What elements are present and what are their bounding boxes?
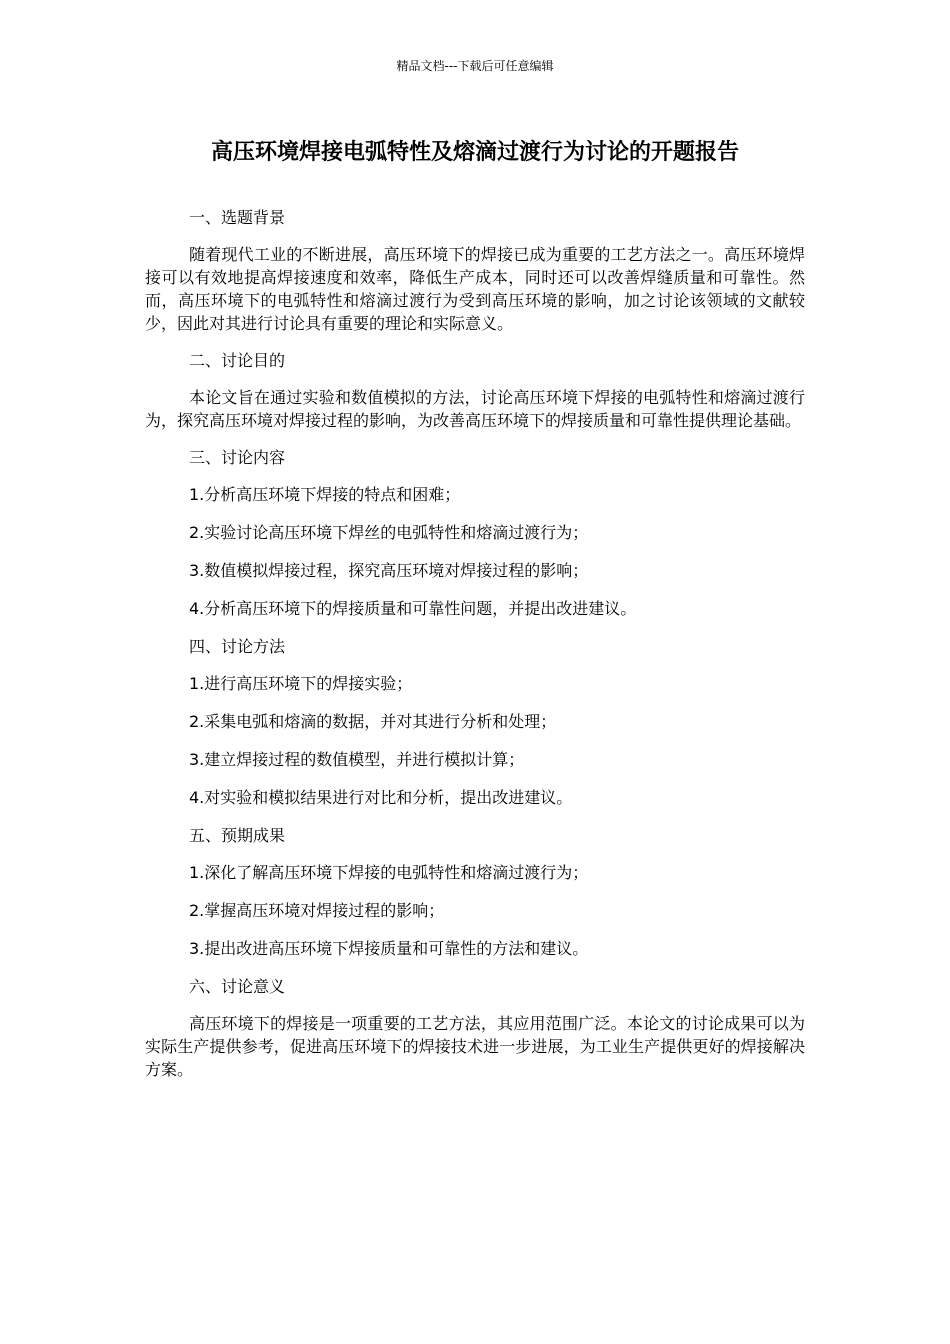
section-heading-methods: 四、讨论方法 — [189, 637, 286, 656]
list-item: 2.实验讨论高压环境下焊丝的电弧特性和熔滴过渡行为； — [189, 523, 589, 542]
section-heading-purpose: 二、讨论目的 — [189, 351, 286, 370]
list-item: 4.对实验和模拟结果进行对比和分析，提出改进建议。 — [189, 788, 573, 807]
page-header-watermark: 精品文档---下载后可任意编辑 — [396, 59, 554, 73]
list-item: 2.采集电弧和熔滴的数据，并对其进行分析和处理； — [189, 712, 557, 731]
list-item: 3.数值模拟焊接过程，探究高压环境对焊接过程的影响； — [189, 561, 589, 580]
list-item: 1.分析高压环境下焊接的特点和困难； — [189, 485, 461, 504]
document-title: 高压环境焊接电弧特性及熔滴过渡行为讨论的开题报告 — [210, 140, 739, 165]
list-item: 3.提出改进高压环境下焊接质量和可靠性的方法和建议。 — [189, 939, 589, 958]
section-heading-significance: 六、讨论意义 — [189, 977, 286, 996]
section-heading-expected-results: 五、预期成果 — [189, 826, 286, 845]
section-heading-background: 一、选题背景 — [189, 208, 286, 227]
section-paragraph-background: 随着现代工业的不断进展，高压环境下的焊接已成为重要的工艺方法之一。高压环境焊接可以有效地提高焊接速度和效率，降低生产成本，同时还可以改善焊缝质量和可靠性。然而，高压环境下的电弧特性和熔滴过渡行为受到高压环境的影响，加之讨论该领域的文献较少，因此对其进行讨论具有重要的理论和实际意义。 — [145, 245, 805, 333]
section-paragraph-significance: 高压环境下的焊接是一项重要的工艺方法，其应用范围广泛。本论文的讨论成果可以为实际生产提供参考，促进高压环境下的焊接技术进一步进展，为工业生产提供更好的焊接解决方案。 — [145, 1014, 805, 1079]
section-heading-content: 三、讨论内容 — [189, 448, 286, 467]
list-item: 2.掌握高压环境对焊接过程的影响； — [189, 901, 445, 920]
document-body — [145, 206, 805, 1095]
list-item: 1.进行高压环境下的焊接实验； — [189, 674, 413, 693]
list-item: 1.深化了解高压环境下焊接的电弧特性和熔滴过渡行为； — [189, 863, 589, 882]
section-paragraph-purpose: 本论文旨在通过实验和数值模拟的方法，讨论高压环境下焊接的电弧特性和熔滴过渡行为，探究高压环境对焊接过程的影响，为改善高压环境下的焊接质量和可靠性提供理论基础。 — [145, 388, 805, 430]
list-item: 3.建立焊接过程的数值模型，并进行模拟计算； — [189, 750, 525, 769]
list-item: 4.分析高压环境下的焊接质量和可靠性问题，并提出改进建议。 — [189, 599, 637, 618]
